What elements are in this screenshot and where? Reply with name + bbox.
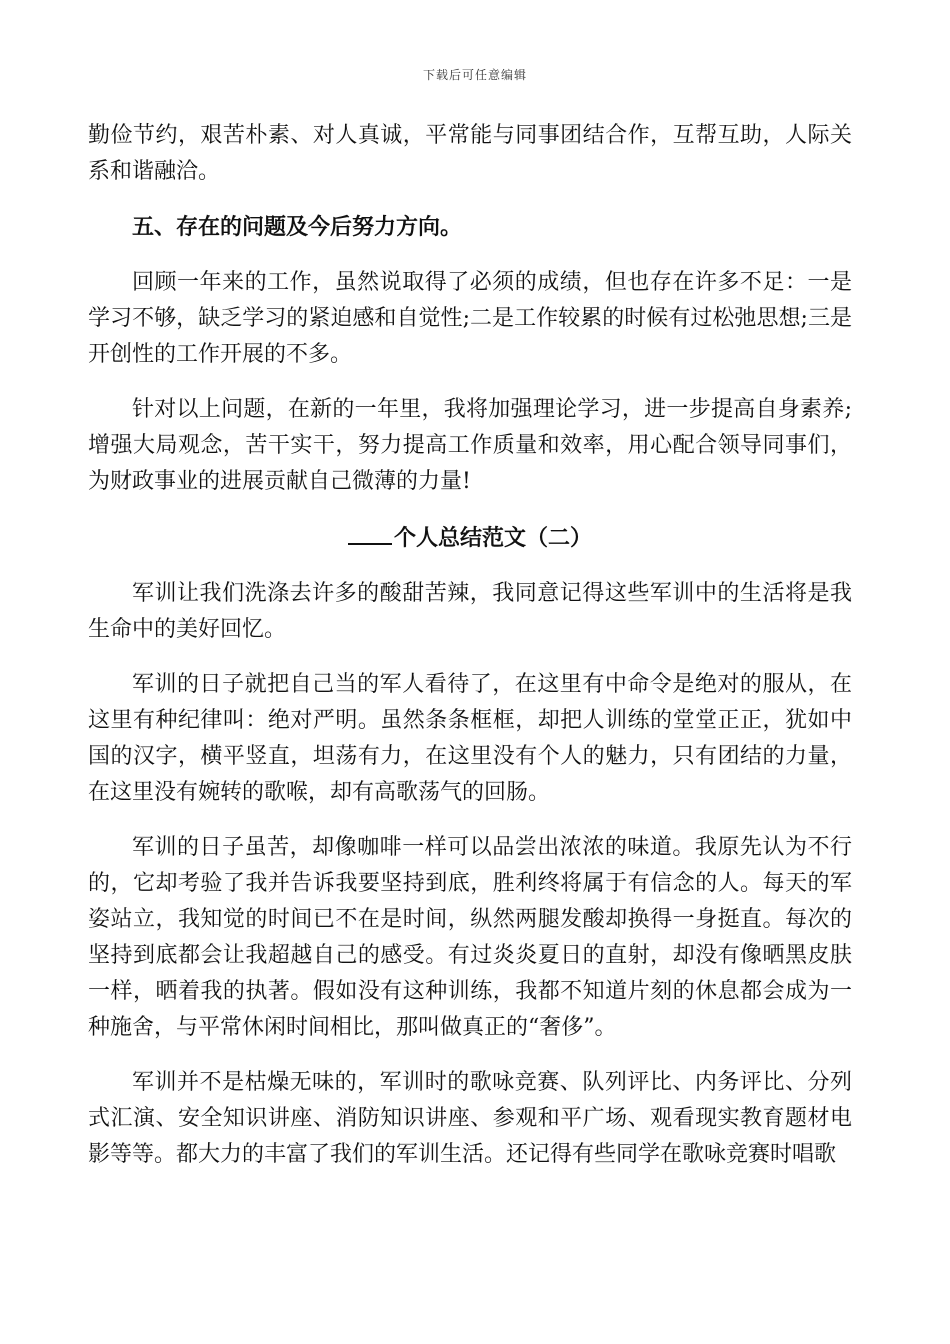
paragraph-review: 回顾一年来的工作，虽然说取得了必须的成绩，但也存在许多不足：一是学习不够，缺乏学习的紧迫感和自觉性;二是工作较累的时候有过松弛思想;三是开创性的工作开展的不多。 [88, 270, 852, 367]
page-header-note: 下载后可任意编辑 [422, 68, 527, 82]
section-heading-5: 五、存在的问题及今后努力方向。 [132, 214, 463, 240]
paragraph-continuation: 勤俭节约，艰苦朴素、对人真诚，平常能与同事团结合作，互帮互助，人际关系和谐融洽。 [88, 123, 852, 184]
paragraph-military-discipline: 军训的日子就把自己当的军人看待了，在这里有中命令是绝对的服从，在这里有种纪律叫：绝对严明。虽然条条框框，却把人训练的堂堂正正，犹如中国的汉字，横平竖直，坦荡有力，在这里没有个人的魅力，只有团结的力量，在这里没有婉转的歌喉，却有高歌荡气的回肠。 [88, 672, 852, 805]
document-title [88, 519, 852, 556]
document-title-text: 个人总结范文（二） [393, 525, 592, 551]
paragraph-military-hardship: 军训的日子虽苦，却像咖啡一样可以品尝出浓浓的味道。我原先认为不行的，它却考验了我并告诉我要坚持到底，胜利终将属于有信念的人。每天的军姿站立，我知觉的时间已不在是时间，纵然两腿发酸却换得一身挺直。每次的坚持到底都会让我超越自己的感受。有过炎炎夏日的直射，却没有像晒黑皮肤一样，晒着我的执著。假如没有这种训练，我都不知道片刻的休息都会成为一种施舍，与平常休闲时间相比，那叫做真正的“奢侈”。 [88, 835, 852, 1040]
paragraph-military-activities: 军训并不是枯燥无味的，军训时的歌咏竞赛、队列评比、内务评比、分列式汇演、安全知识讲座、消防知识讲座、参观和平广场、观看现实教育题材电影等等。都大力的丰富了我们的军训生活。还记得有些同学在歌咏竞赛时唱歌 [88, 1070, 852, 1167]
paragraph-plan: 针对以上问题，在新的一年里，我将加强理论学习，进一步提高自身素养;增强大局观念，苦干实干，努力提高工作质量和效率，用心配合领导同事们，为财政事业的进展贡献自己微薄的力量! [88, 397, 852, 494]
paragraph-military-intro: 军训让我们洗涤去许多的酸甜苦辣，我同意记得这些军训中的生活将是我生命中的美好回忆。 [88, 581, 852, 642]
document-body [88, 118, 852, 1192]
title-blank-underline [348, 519, 392, 545]
